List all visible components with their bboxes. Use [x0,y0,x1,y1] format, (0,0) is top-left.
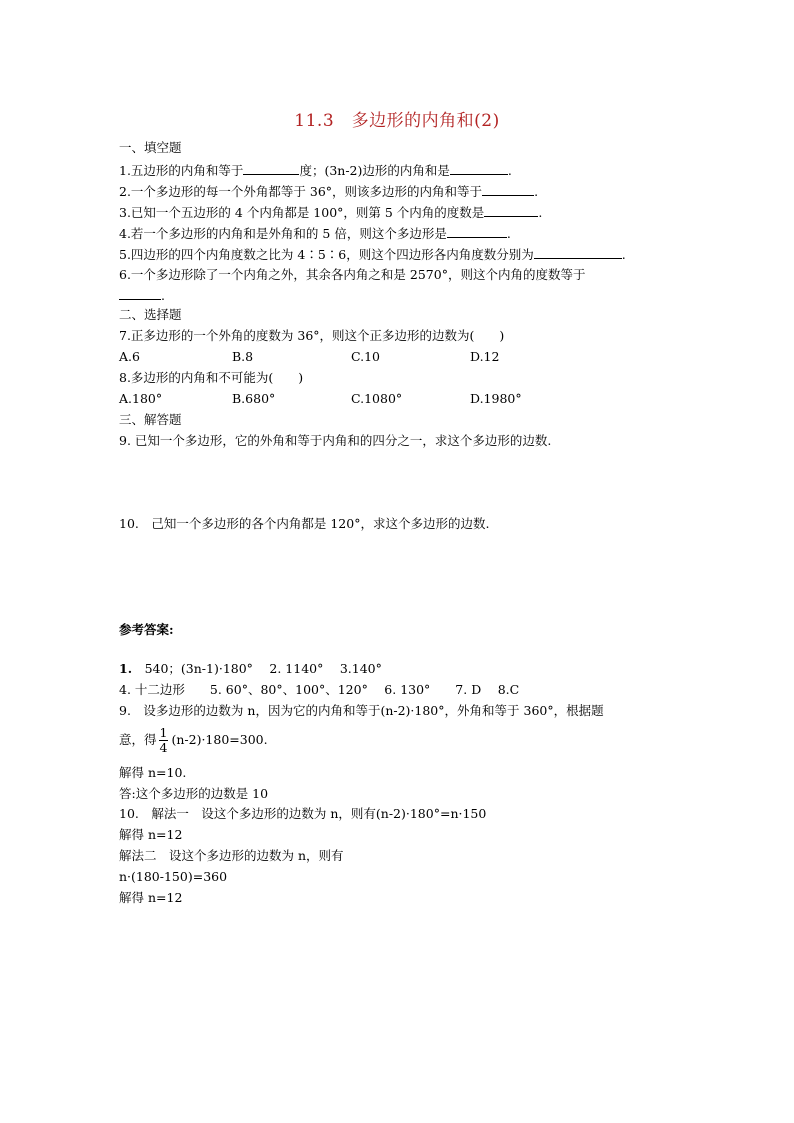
section-heading-fill-blank: 一、填空题 [119,140,182,155]
question-10: 10. 己知一个多边形的各个内角都是 120°，求这个多边形的边数. [119,516,490,531]
answer-10-line-5: 解得 n=12 [119,890,183,905]
answers-heading: 参考答案: [119,622,174,637]
question-4: 4.若一个多边形的内角和是外角和的 5 倍，则这个多边形是 . [119,226,511,241]
answer-blank [482,183,534,196]
section-heading-solutions: 三、解答题 [119,412,182,427]
answer-9-line-3: 解得 n=10. [119,765,187,780]
question-6: 6.一个多边形除了一个内角之外，其余各内角之和是 2570°，则这个内角的度数等于 [119,267,586,282]
question-1: 1.五边形的内角和等于 度；(3n-2)边形的内角和是 . [119,163,512,178]
question-5: 5.四边形的四个内角度数之比为 4∶5∶6，则这个四边形各内角度数分别为 . [119,247,626,262]
answer-10-line-2: 解得 n=12 [119,827,183,842]
answer-10-line-4: n·(180-150)=360 [119,869,228,884]
answer-9-line-2: 意，得 $\frac{1}{4}$ (n-2)·180=300. [119,725,268,755]
answer-blank [243,162,299,175]
answer-blank [447,225,507,238]
option-a: A.180° [119,391,163,406]
answer-blank [450,162,508,175]
answer-10-line-3: 解法二 设这个多边形的边数为 n，则有 [119,848,344,863]
answer-blank [484,204,538,217]
answer-9-line-1: 9. 设多边形的边数为 n，因为它的内角和等于(n-2)·180°，外角和等于 360°，根据题 [119,703,604,718]
question-9: 9. 已知一个多边形，它的外角和等于内角和的四分之一，求这个多边形的边数. [119,433,552,448]
option-d: D.12 [470,349,500,364]
question-7: 7.正多边形的一个外角的度数为 36°，则这个正多边形的边数为( ) [119,328,505,343]
question-6-blank: . [119,287,165,304]
question-2: 2.一个多边形的每一个外角都等于 36°，则该多边形的内角和等于 . [119,184,539,199]
answer-blank [119,287,161,300]
fraction-one-quarter: $\frac{1}{4}$ [159,725,168,755]
answer-9-line-4: 答:这个多边形的边数是 10 [119,786,269,801]
answer-10-line-1: 10. 解法一 设这个多边形的边数为 n，则有(n-2)·180°=n·150 [119,806,487,821]
option-a: A.6 [119,349,140,364]
option-d: D.1980° [470,391,522,406]
question-3: 3.已知一个五边形的 4 个内角都是 100°，则第 5 个内角的度数是 . [119,205,543,220]
question-8: 8.多边形的内角和不可能为( ) [119,370,304,385]
page-title: 11.3 多边形的内角和(2) [294,111,500,131]
option-b: B.8 [232,349,254,364]
answer-blank [534,246,622,259]
option-c: C.1080° [351,391,403,406]
section-heading-multiple-choice: 二、选择题 [119,307,182,322]
answer-line-2: 4. 十二边形 5. 60°、80°、100°、120° 6. 130° 7. D 8.C [119,682,520,697]
option-b: B.680° [232,391,276,406]
answer-line-1: 1. 540；(3n-1)·180° 2. 1140° 3.140° [119,661,382,676]
option-c: C.10 [351,349,380,364]
